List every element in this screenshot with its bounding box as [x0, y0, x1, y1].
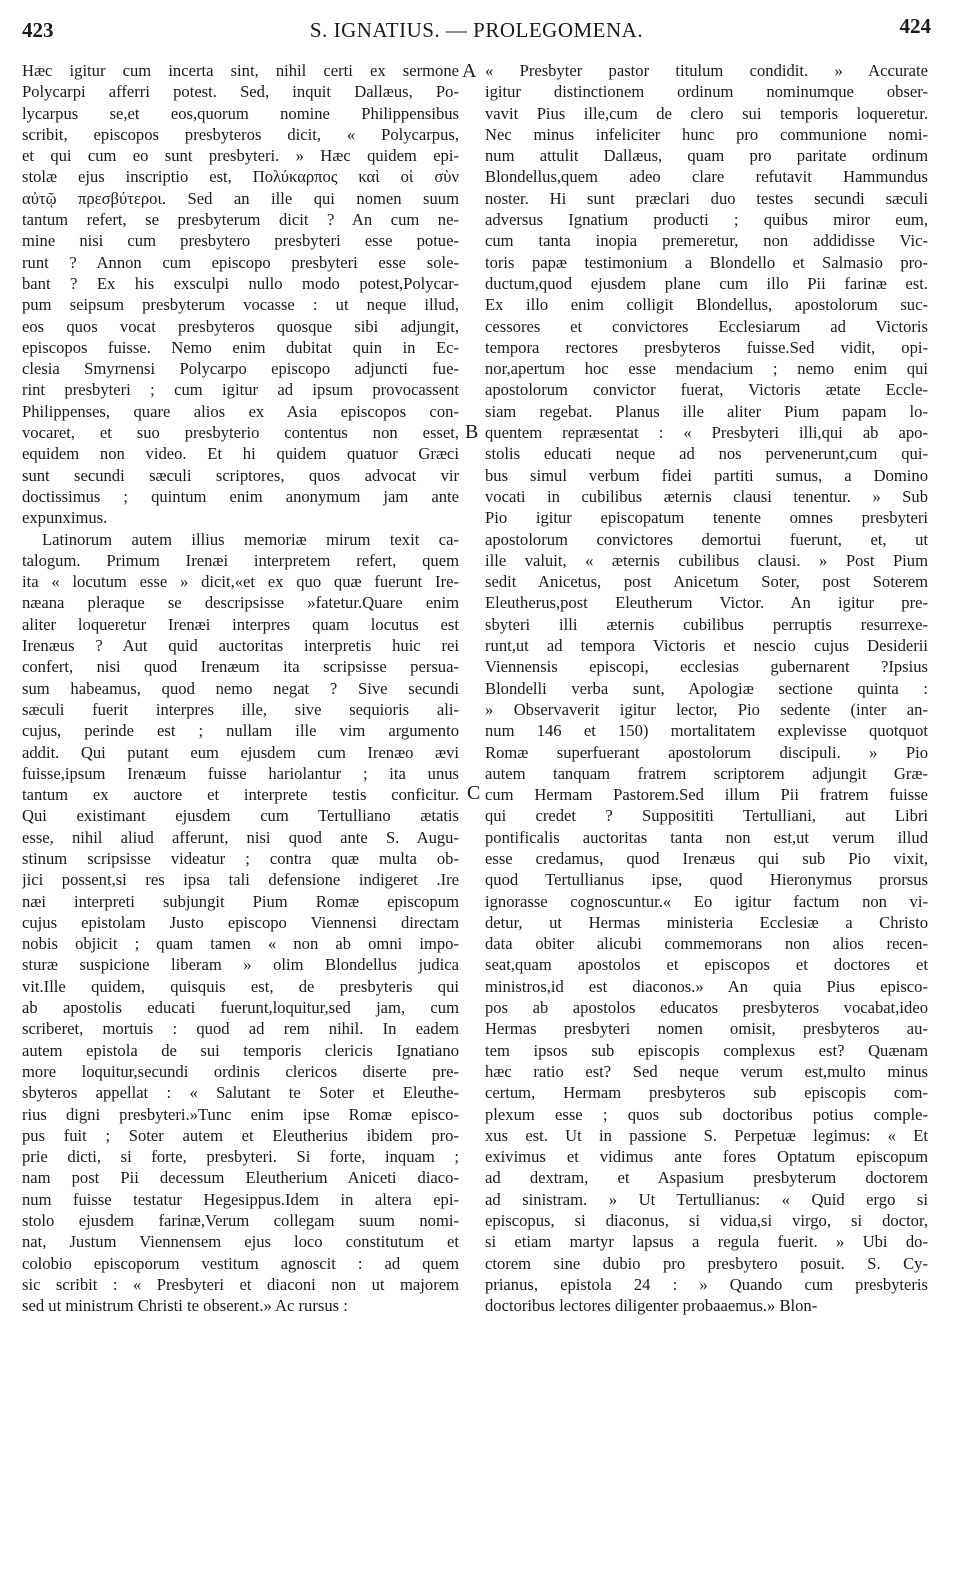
text-line: Hermas presbyteri nomen omisit, presbyteros au- [485, 1019, 928, 1039]
text-line: Hæc igitur cum incerta sint, nihil certi ex sermone [22, 61, 459, 80]
text-line: cessores et convictores Ecclesiarum ad Victoris [485, 316, 928, 336]
text-line: num fuisse testatur Hegesippus.Idem in altera epi- [22, 1189, 459, 1209]
text-line: pos ab apostolos educatos presbyteros vocabat,ideo [485, 998, 928, 1018]
text-line: stinum scripsisse videatur ; contra quæ multa ob- [22, 848, 459, 868]
text-line: episcopos fuisse. Nemo enim dubitat quin in Ec- [22, 337, 459, 357]
text-line: ductum,quod ejusdem plane cum illo Pii farinæ est. [485, 273, 928, 293]
text-line: talogum. Primum Irenæi interpretem refert, quem [22, 550, 459, 570]
text-line: quentem repræsentat : « Presbyteri illi,qui ab apo- [485, 423, 928, 443]
text-line: rius digni presbyteri.»Tunc enim ipse Romæ episco- [22, 1104, 459, 1124]
text-line: autem tanquam fratrem scriptorem adjungit Græ- [485, 763, 928, 783]
text-line: nam post Pii decessum Eleutherium Aniceti diaco- [22, 1168, 459, 1188]
text-line: tem ipsos sub episcopis complexus est? Quænam [485, 1040, 928, 1060]
text-line: eos quos vocat presbyteros quosque sibi adjungit, [22, 316, 459, 336]
text-line: num attulit Dallæus, quam pro paritate ordinum [485, 146, 928, 166]
text-line: xus est. Ut in passione S. Perpetuæ legimus: « Et [485, 1125, 928, 1145]
text-line: toris papæ testimonium a Blondello et Salmasio pro- [485, 252, 928, 272]
text-line: αὐτῷ πρεσβύτεροι. Sed an ille qui nomen suum [22, 188, 459, 208]
text-line: sbyteri illi æternis cubilibus perruptis resurrexe- [485, 614, 928, 634]
text-line: Pio igitur episcopatum tenente omnes presbyteri [485, 508, 928, 528]
running-header [22, 14, 931, 46]
page-number-left: 423 [22, 18, 54, 42]
text-line: quod Tertullianus ipse, quod Hieronymus prorsus [485, 870, 928, 890]
text-line: sunt secundi sæculi scriptores, quos advocat vir [22, 465, 459, 485]
text-line: apostolorum convictores demortui fuerunt, et, ut [485, 529, 928, 549]
text-line: Philippenses, quare alios ex Asia episcopos con- [22, 401, 459, 421]
text-line: hæc ratio est? Sed neque verum est,multo minus [485, 1061, 928, 1081]
text-line: adversus Ignatium producti ; quibus miror eum, [485, 210, 928, 230]
text-line: stolæ ejus inscriptio est, Πολύκαρπος καὶ οἱ σὺν [22, 167, 459, 187]
text-line: Latinorum autem illius memoriæ mirum texit ca- [42, 529, 459, 549]
text-line: vit.Ille quidem, quisquis est, de presbyteris qui [22, 976, 459, 996]
text-line: Ex illo enim colligit Blondellus, apostolorum suc- [485, 295, 928, 315]
text-line: pontificalis auctoritas tanta non est,ut verum illud [485, 827, 928, 847]
section-marker-a: A [462, 60, 477, 82]
text-line: exivimus et vidimus ante fores Optatum episcopum [485, 1147, 928, 1167]
text-line: Nec minus infeliciter hunc pro communione nomi- [485, 124, 928, 144]
text-line: pum seipsum presbyterum vocasse : ut neque illud, [22, 295, 459, 315]
text-line: data obiter alicubi commemorans non alios recen- [485, 934, 928, 954]
text-line: tantum ex auctore et interprete testis conficitur. [22, 785, 459, 805]
text-line: » Observaverit igitur lector, Pio sedente (inter an- [485, 699, 928, 719]
text-line: episcopus, si diaconus, si vidua,si virgo, si doctor, [485, 1211, 928, 1231]
running-title: S. IGNATIUS. — PROLEGOMENA. [309, 18, 644, 42]
text-line: bant ? Ex his exsculpi nullo modo potest,Polycar- [22, 273, 459, 293]
section-marker-c: C [467, 782, 481, 804]
text-line: qui credet ? Supposititi Tertulliani, aut Libri [485, 806, 928, 826]
right-text [485, 60, 928, 1317]
section-marker-b: B [465, 421, 479, 443]
text-line: tempora rectores presbyteros fuisse.Sed vidit, opi- [485, 337, 928, 357]
text-line: seat,quam apostolos et episcopos et doctores et [485, 955, 928, 975]
text-line: certum, Hermam presbyteros sub episcopis com- [485, 1083, 928, 1103]
text-line: sic scribit : « Presbyteri et diaconi non ut majorem [22, 1274, 459, 1294]
text-line: doctissimus ; quintum enim anonymum jam ante [22, 486, 459, 506]
text-line: mine nisi cum presbytero presbyteri esse potue- [22, 231, 459, 251]
text-line: apostolorum convictor fuerat, Victoris ætate Eccle- [485, 380, 928, 400]
text-line: Blondellus,quem adeo clare refutavit Hammundus [485, 167, 928, 187]
text-line: colobio episcoporum vestitum agnoscit : ad quem [22, 1253, 459, 1273]
text-line: scriberet, mortuis : quod ad rem nihil. In eadem [22, 1019, 459, 1039]
text-line: vocaret, et suo presbyterio contentus non esset, [22, 423, 459, 443]
text-line: fuisse,ipsum Irenæum fuisse hariolantur ; ita unus [22, 763, 459, 783]
text-line: stolo ejusdem farinæ,Verum collegam suum nomi- [22, 1211, 459, 1231]
text-line: sturæ suspicione liberam » olim Blondellus judica [22, 955, 459, 975]
text-line: Eleutherus,post Eleutherum Victor. An igitur pre- [485, 593, 928, 613]
text-line: runt,ut ad tempora Victoris et nescio cujus Desiderii [485, 636, 928, 656]
text-line: jici possent,si res ipsa tali defensione indigeret .Ire [22, 870, 459, 890]
left-paragraph-1 [22, 60, 459, 529]
text-line: si etiam martyr lapsus a regula fuerit. » Ubi do- [485, 1232, 928, 1252]
text-line: siam regebat. Planus ille aliter Pium papam lo- [485, 401, 928, 421]
text-line: næi interpreti subjungit Pium Romæ episcopum [22, 891, 459, 911]
text-line: doctoribus lectores diligenter probaaemus.» Blon- [485, 1296, 818, 1316]
text-line: ad sinistram. » Ut Tertullianus: « Quid ergo si [485, 1189, 928, 1209]
text-line: bus simul verbum fidei partiti sumus, a Domino [485, 465, 928, 485]
text-line: Polycarpi afferri potest. Sed, inquit Dallæus, Po- [22, 82, 459, 102]
text-line: more loquitur,secundi ordinis clericos diserte pre- [22, 1061, 459, 1081]
text-line: tantum refert, se presbyterum dicit ? An cum ne- [22, 210, 459, 230]
text-line: equidem non video. Et hi quidem quatuor Græci [22, 444, 459, 464]
text-line: cujus epistolam Justo episcopo Viennensi directam [22, 912, 459, 932]
text-line: nobis objicit ; quam tamen « non ab omni impo- [22, 934, 459, 954]
text-line: autem epistola de sui temporis clericis Ignatiano [22, 1040, 459, 1060]
text-line: vavit Pius ille,cum de clero sui temporis loqueretur. [485, 103, 928, 123]
text-line: confert, nisi quod Irenæum ita scripsisse persua- [22, 657, 459, 677]
text-line: nat, Justum Viennensem ejus loco constitutum et [22, 1232, 459, 1252]
text-line: aliter loqueretur Irenæi interpres quam locutus est [22, 614, 459, 634]
text-line: Qui existimant ejusdem cum Tertulliano ætatis [22, 806, 459, 826]
text-line: ille valuit, « æternis cubilibus clausi. » Post Pium [485, 550, 928, 570]
text-line: ad dextram, et Aspasium presbyterum doctorem [485, 1168, 928, 1188]
text-line: runt ? Annon cum episcopo presbyteri esse sole- [22, 252, 459, 272]
text-line: ministros,id est diaconos.» An quia Pius episco- [485, 976, 928, 996]
text-line: Blondelli verba sunt, Apologiæ sectione quinta : [485, 678, 928, 698]
text-line: prie dicti, si forte, presbyteri. Si forte, inquam ; [22, 1147, 459, 1167]
text-line: scribit, episcopos presbyteros dicit, « Polycarpus, [22, 124, 459, 144]
text-line: Viennensis episcopi, ecclesias gubernarent ?Ipsius [485, 657, 928, 677]
text-line: stolis educati neque ad nos pervenerunt,cum qui- [485, 444, 928, 464]
text-line: Romæ superfuerant apostolorum discipuli. » Pio [485, 742, 928, 762]
text-line: nor,apertum hoc esse mendacium ; nemo enim qui [485, 359, 928, 379]
text-line: sedit Anicetus, post Anicetum Soter, post Soterem [485, 572, 928, 592]
text-line: Irenæus ? Aut quid auctoritas interpretis huic rei [22, 636, 459, 656]
text-line: esse, nihil aliud afferunt, nisi quod ante S. Augu- [22, 827, 459, 847]
text-line: plexum esse ; quos sub doctoribus potius comple- [485, 1104, 928, 1124]
text-line: ab apostolis educati fuerunt,loquitur,sed jam, cum [22, 998, 459, 1018]
text-line: cum Hermam Pastorem.Sed illum Pii fratrem fuisse [485, 785, 928, 805]
text-line: næana pleraque se descripsisse »fatetur.Quare enim [22, 593, 459, 613]
left-column [22, 60, 459, 1317]
text-line: ctorem sine dubio pro presbytero posuit. S. Cy- [485, 1253, 928, 1273]
text-line: addit. Qui putant eum ejusdem cum Irenæo ævi [22, 742, 459, 762]
text-line: et qui cum eo sunt presbyteri. » Hæc quidem epi- [22, 146, 459, 166]
text-line: ita « locutum esse » dicit,«et ex quo quæ fuerunt Ire- [22, 572, 459, 592]
text-line: expunximus. [22, 508, 108, 528]
text-line: prianus, epistola 24 : » Quando cum presbyteris [485, 1274, 928, 1294]
text-line: « Presbyter pastor titulum condidit. » Accurate [485, 61, 928, 80]
left-paragraph-2 [22, 529, 459, 1317]
text-line: sum habeamus, quod nemo negat ? Sive secundi [22, 678, 459, 698]
right-column [485, 60, 928, 1317]
text-line: pus fuit ; Soter autem et Eleutherius ibidem pro- [22, 1125, 459, 1145]
text-line: vocati in cubilibus æternis clausi tenentur. » Sub [485, 486, 928, 506]
page-number-right: 424 [899, 14, 931, 38]
text-line: clesia Smyrnensi Polycarpo episcopo adjuncti fue- [22, 359, 459, 379]
text-line: cum tanta inopia premeretur, non addidisse Vic- [485, 231, 928, 251]
text-line: cujus, perinde est ; nullam ille vim argumento [22, 721, 459, 741]
text-line: noster. Hi sunt præclari duo testes secundi sæculi [485, 188, 928, 208]
text-line: num 146 et 150) mortalitatem explevisse quotquot [485, 721, 928, 741]
text-line: rint presbyteri ; cum igitur ad ipsum provocassent [22, 380, 459, 400]
text-line: sæculi fuerit interpres ille, sive sequioris ali- [22, 699, 459, 719]
text-line: detur, ut Hermas ministeria Ecclesiæ a Christo [485, 912, 928, 932]
text-line: igitur distinctionem ordinum nominumque obser- [485, 82, 928, 102]
text-line: lycarpus se,et eos,quorum nomine Philippensibus [22, 103, 459, 123]
text-line: sbyteros appellat : « Salutant te Soter et Eleuthe- [22, 1083, 459, 1103]
text-line: ignorasse cognoscuntur.« Eo igitur factum non vi- [485, 891, 928, 911]
text-line: sed ut ministrum Christi te obserent.» Ac rursus : [22, 1296, 348, 1316]
text-line: esse credamus, quod Irenæus qui sub Pio vixit, [485, 848, 928, 868]
